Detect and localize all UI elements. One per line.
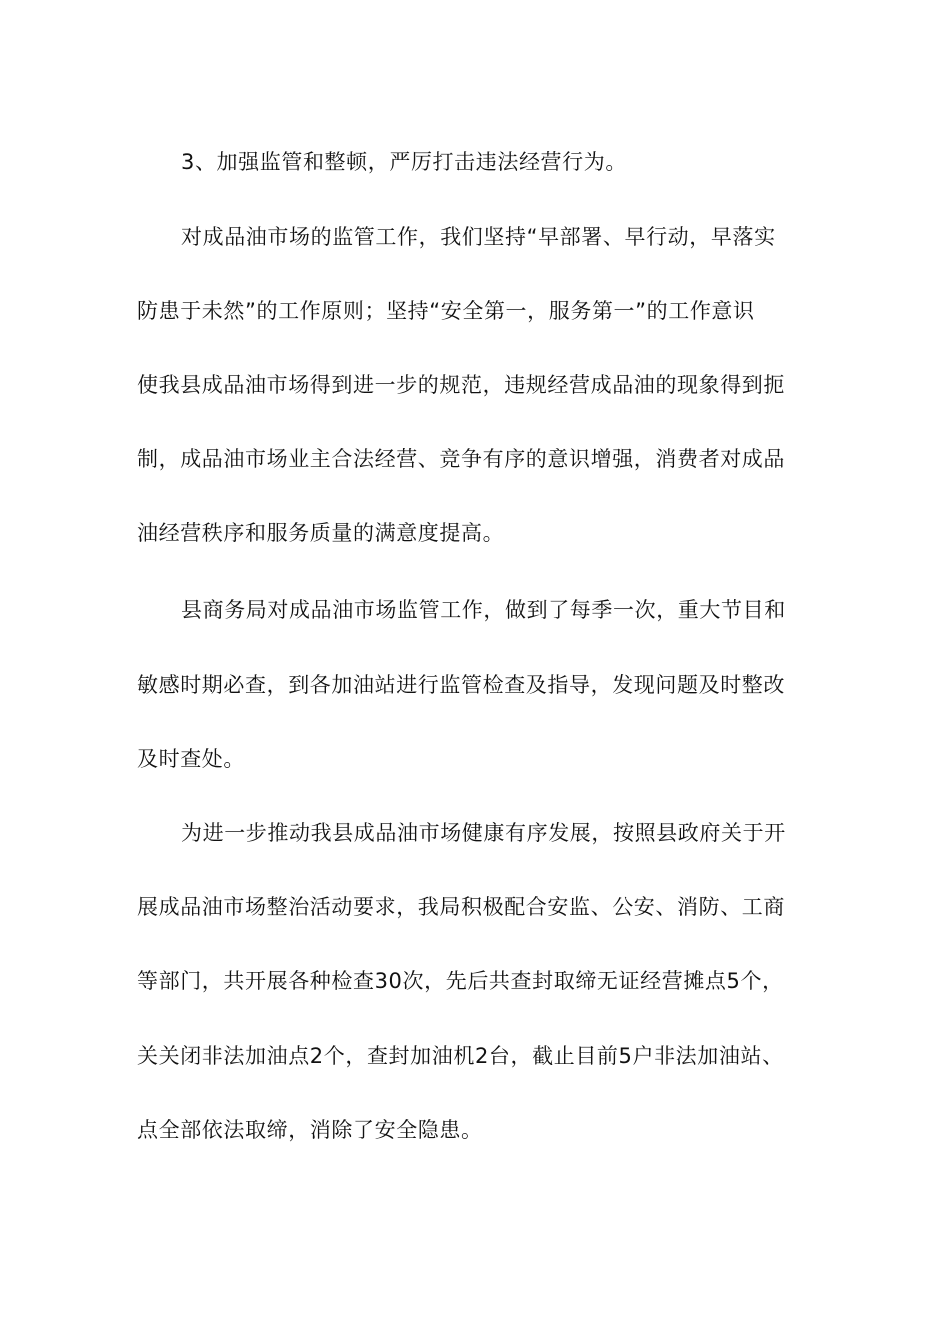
paragraph-2-line-1: 县商务局对成品油市场监管工作，做到了每季一次，重大节目和 [181, 598, 786, 622]
paragraph-1-line-4: 制，成品油市场业主合法经营、竞争有序的意识增强，消费者对成品 [137, 447, 785, 471]
section-heading: 3、加强监管和整顿，严厉打击违法经营行为。 [181, 150, 627, 174]
paragraph-3-line-3: 等部门，共开展各种检查30次，先后共查封取缔无证经营摊点5个， [137, 969, 784, 993]
paragraph-3-line-1: 为进一步推动我县成品油市场健康有序发展，按照县政府关于开 [181, 821, 786, 845]
paragraph-2-line-3: 及时查处。 [137, 747, 245, 771]
paragraph-3-line-5: 点全部依法取缔，消除了安全隐患。 [137, 1118, 483, 1142]
paragraph-1-line-1: 对成品油市场的监管工作，我们坚持“早部署、早行动，早落实 [181, 225, 776, 249]
paragraph-1-line-3: 使我县成品油市场得到进一步的规范，违规经营成品油的现象得到扼 [137, 373, 785, 397]
paragraph-3-line-2: 展成品油市场整治活动要求，我局积极配合安监、公安、消防、工商 [137, 895, 785, 919]
paragraph-1-line-2: 防患于未然”的工作原则；坚持“安全第一，服务第一”的工作意识 [137, 299, 755, 323]
paragraph-2-line-2: 敏感时期必查，到各加油站进行监管检查及指导，发现问题及时整改 [137, 673, 785, 697]
paragraph-3-line-4: 关关闭非法加油点2个，查封加油机2台，截止目前5户非法加油站、 [137, 1044, 784, 1068]
paragraph-1-line-5: 油经营秩序和服务质量的满意度提高。 [137, 521, 505, 545]
